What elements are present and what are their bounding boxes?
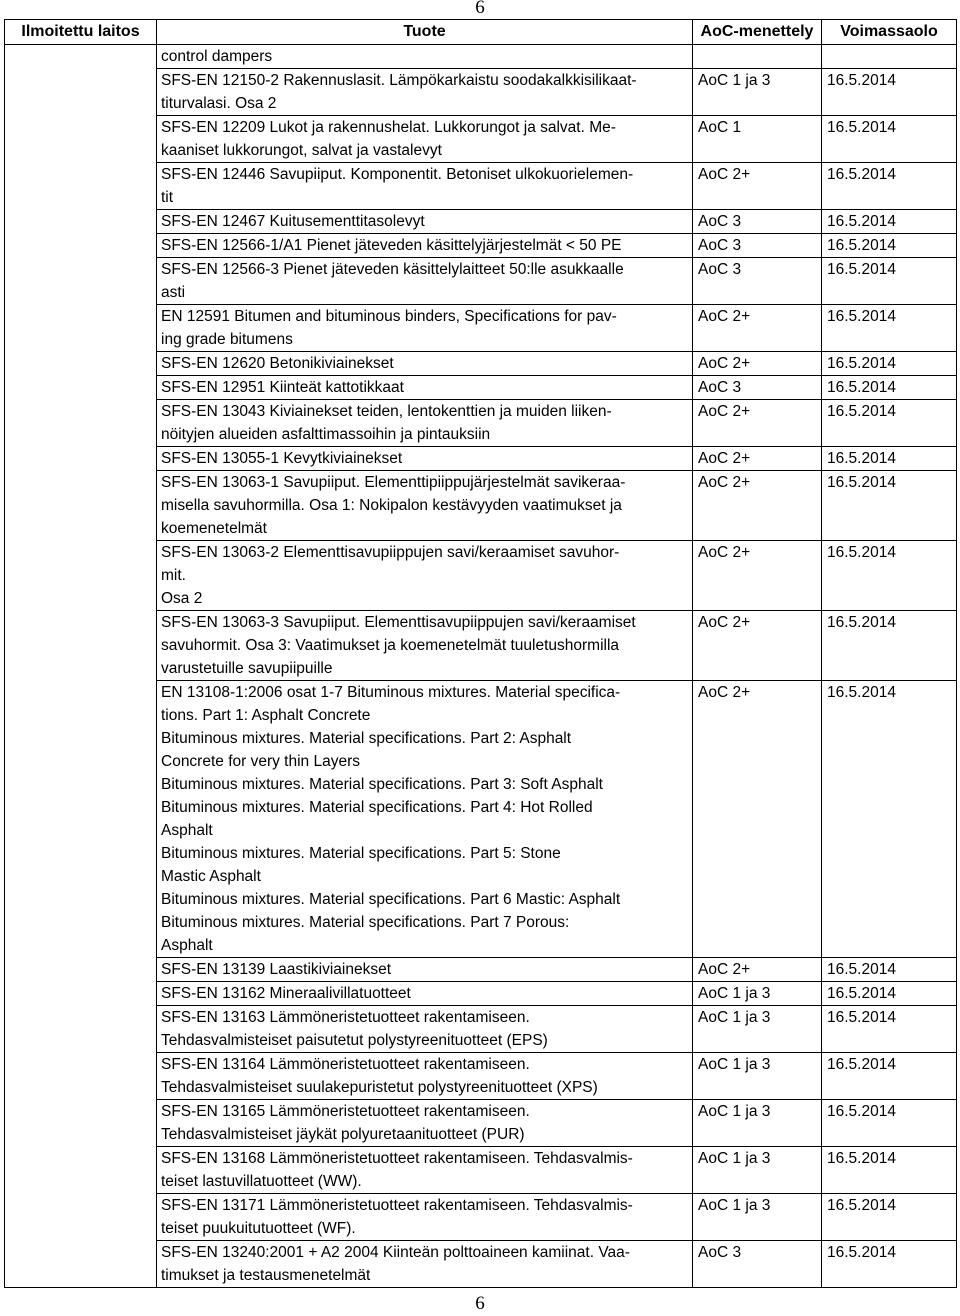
valid-cell: 16.5.2014 [822, 681, 957, 958]
aoc-cell: AoC 3 [693, 258, 822, 305]
product-cell: SFS-EN 12566-3 Pienet jäteveden käsittelylaitteet 50:lle asukkaalle asti [157, 258, 693, 305]
aoc-cell: AoC 2+ [693, 611, 822, 681]
aoc-cell: AoC 1 ja 3 [693, 1194, 822, 1241]
table-body [5, 45, 957, 1288]
valid-cell: 16.5.2014 [822, 611, 957, 681]
valid-cell: 16.5.2014 [822, 210, 957, 234]
valid-cell: 16.5.2014 [822, 305, 957, 352]
product-cell: SFS-EN 13139 Laastikiviainekset [157, 958, 693, 982]
aoc-cell: AoC 2+ [693, 471, 822, 541]
header-valid: Voimassaolo [822, 20, 957, 45]
product-cell: SFS-EN 12446 Savupiiput. Komponentit. Betoniset ulkokuorielemen- tit [157, 163, 693, 210]
product-cell: SFS-EN 12620 Betonikiviainekset [157, 352, 693, 376]
page-number-bottom: 6 [475, 1293, 485, 1314]
valid-cell: 16.5.2014 [822, 400, 957, 447]
product-cell: control dampers [157, 45, 693, 69]
valid-cell: 16.5.2014 [822, 1241, 957, 1288]
aoc-cell: AoC 3 [693, 376, 822, 400]
valid-cell: 16.5.2014 [822, 1053, 957, 1100]
aoc-cell: AoC 2+ [693, 352, 822, 376]
valid-cell: 16.5.2014 [822, 541, 957, 611]
aoc-cell: AoC 1 [693, 116, 822, 163]
valid-cell: 16.5.2014 [822, 471, 957, 541]
page-number-top: 6 [475, 0, 485, 18]
aoc-cell: AoC 1 ja 3 [693, 1006, 822, 1053]
valid-cell: 16.5.2014 [822, 1194, 957, 1241]
valid-cell: 16.5.2014 [822, 352, 957, 376]
product-cell: EN 13108-1:2006 osat 1-7 Bituminous mixtures. Material specifica- tions. Part 1: Asphalt Concrete Bituminous mixtures. Material specifications. Part 2: Asphalt Concrete for very thin Layers Bituminous mixtures. Material specifications. Part 3: Soft Asphalt Bituminous mixtures. Material specifications. Part 4: Hot Rolled Asphalt Bituminous mixtures. Material specifications. Part 5: Stone Mastic Asphalt Bituminous mixtures. Material specifications. Part 6 Mastic: Asphalt Bituminous mixtures. Material specifications. Part 7 Porous: Asphalt [157, 681, 693, 958]
valid-cell: 16.5.2014 [822, 69, 957, 116]
valid-cell: 16.5.2014 [822, 1100, 957, 1147]
product-cell: SFS-EN 13043 Kiviainekset teiden, lentokenttien ja muiden liiken- nöityjen alueiden asfalttimassoihin ja pintauksiin [157, 400, 693, 447]
product-cell: SFS-EN 12150-2 Rakennuslasit. Lämpökarkaistu soodakalkkisilikaat- titurvalasi. Osa 2 [157, 69, 693, 116]
aoc-cell: AoC 1 ja 3 [693, 69, 822, 116]
product-cell: SFS-EN 13063-1 Savupiiput. Elementtipiippujärjestelmät savikeraa- misella savuhormilla. Osa 1: Nokipalon kestävyyden vaatimukset ja koemenetelmät [157, 471, 693, 541]
aoc-cell: AoC 1 ja 3 [693, 1053, 822, 1100]
product-cell: SFS-EN 13168 Lämmöneristetuotteet rakentamiseen. Tehdasvalmis- teiset lastuvillatuotteet (WW). [157, 1147, 693, 1194]
product-cell: SFS-EN 13063-3 Savupiiput. Elementtisavupiippujen savi/keraamiset savuhormit. Osa 3: Vaatimukset ja koemenetelmät tuuletushormilla varustetuille savupiipuille [157, 611, 693, 681]
aoc-cell: AoC 3 [693, 1241, 822, 1288]
valid-cell: 16.5.2014 [822, 958, 957, 982]
valid-cell: 16.5.2014 [822, 116, 957, 163]
product-cell: SFS-EN 12467 Kuitusementtitasolevyt [157, 210, 693, 234]
valid-cell: 16.5.2014 [822, 982, 957, 1006]
valid-cell: 16.5.2014 [822, 234, 957, 258]
aoc-cell: AoC 3 [693, 210, 822, 234]
product-cell: SFS-EN 13163 Lämmöneristetuotteet rakentamiseen. Tehdasvalmisteiset paisutetut polystyreenituotteet (EPS) [157, 1006, 693, 1053]
valid-cell: 16.5.2014 [822, 1147, 957, 1194]
table-row [5, 45, 957, 69]
product-cell: SFS-EN 13162 Mineraalivillatuotteet [157, 982, 693, 1006]
product-cell: SFS-EN 12209 Lukot ja rakennushelat. Lukkorungot ja salvat. Me- kaaniset lukkorungot, salvat ja vastalevyt [157, 116, 693, 163]
valid-cell: 16.5.2014 [822, 258, 957, 305]
aoc-cell: AoC 3 [693, 234, 822, 258]
aoc-cell: AoC 2+ [693, 958, 822, 982]
header-aoc: AoC-menettely [693, 20, 822, 45]
header-product: Tuote [157, 20, 693, 45]
valid-cell [822, 45, 957, 69]
valid-cell: 16.5.2014 [822, 163, 957, 210]
header-issuer: Ilmoitettu laitos [5, 20, 157, 45]
product-cell: SFS-EN 13164 Lämmöneristetuotteet rakentamiseen. Tehdasvalmisteiset suulakepuristetut polystyreenituotteet (XPS) [157, 1053, 693, 1100]
valid-cell: 16.5.2014 [822, 376, 957, 400]
product-cell: EN 12591 Bitumen and bituminous binders, Specifications for pav- ing grade bitumens [157, 305, 693, 352]
aoc-cell: AoC 1 ja 3 [693, 982, 822, 1006]
aoc-cell: AoC 2+ [693, 681, 822, 958]
valid-cell: 16.5.2014 [822, 1006, 957, 1053]
product-cell: SFS-EN 13240:2001 + A2 2004 Kiinteän polttoaineen kamiinat. Vaa- timukset ja testausmenetelmät [157, 1241, 693, 1288]
certification-table [4, 19, 957, 1288]
product-cell: SFS-EN 13055-1 Kevytkiviainekset [157, 447, 693, 471]
aoc-cell: AoC 1 ja 3 [693, 1100, 822, 1147]
table-header-row [5, 20, 957, 45]
product-cell: SFS-EN 13165 Lämmöneristetuotteet rakentamiseen. Tehdasvalmisteiset jäykät polyuretaanituotteet (PUR) [157, 1100, 693, 1147]
aoc-cell: AoC 1 ja 3 [693, 1147, 822, 1194]
aoc-cell: AoC 2+ [693, 305, 822, 352]
aoc-cell [693, 45, 822, 69]
product-cell: SFS-EN 12566-1/A1 Pienet jäteveden käsittelyjärjestelmät < 50 PE [157, 234, 693, 258]
aoc-cell: AoC 2+ [693, 400, 822, 447]
aoc-cell: AoC 2+ [693, 163, 822, 210]
product-cell: SFS-EN 13171 Lämmöneristetuotteet rakentamiseen. Tehdasvalmis- teiset puukuitutuotteet (WF). [157, 1194, 693, 1241]
aoc-cell: AoC 2+ [693, 541, 822, 611]
valid-cell: 16.5.2014 [822, 447, 957, 471]
product-cell: SFS-EN 13063-2 Elementtisavupiippujen savi/keraamiset savuhor- mit. Osa 2 [157, 541, 693, 611]
issuer-cell [5, 45, 157, 1288]
aoc-cell: AoC 2+ [693, 447, 822, 471]
product-cell: SFS-EN 12951 Kiinteät kattotikkaat [157, 376, 693, 400]
